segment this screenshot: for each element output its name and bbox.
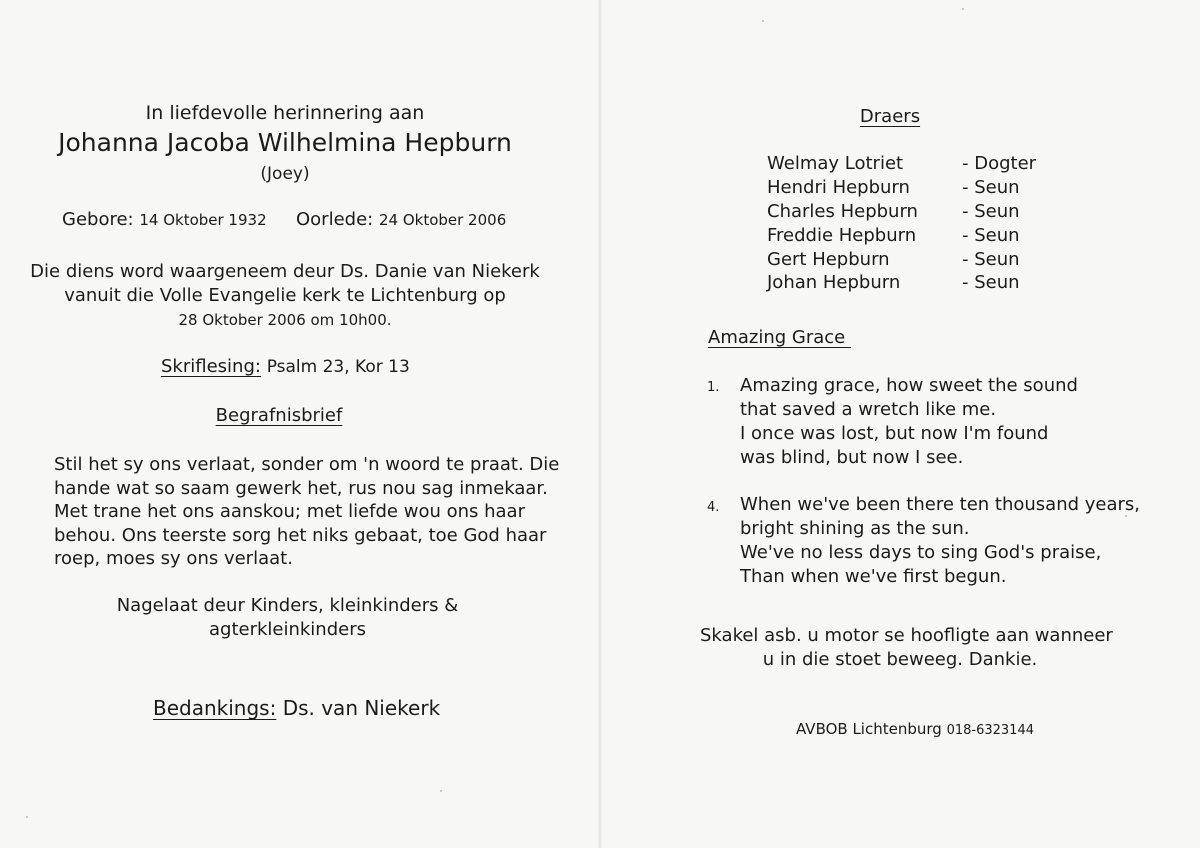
bearer-relation: - Seun [962,201,1020,222]
bearer-name: Freddie Hepburn [767,225,917,246]
paper-speck [762,20,764,22]
letter-heading: Begrafnisbrief [215,405,343,426]
born-label: Gebore: [62,209,134,230]
thanks-label: Bedankings: [153,696,277,720]
footer-contact [796,720,1034,738]
survivors-line: agterkleinkinders [208,619,366,640]
verse-lines [740,493,1140,589]
died-line [296,209,506,230]
bearer-name: Welmay Lotriet [767,153,904,174]
service-line: 28 Oktober 2006 om 10h00. [178,311,392,329]
bearer-relation: - Dogter [962,153,1037,174]
bearer-name: Johan Hepburn [767,272,901,293]
died-label: Oorlede: [296,209,374,230]
verse-line: We've no less days to sing God's praise, [740,542,1102,563]
bearer-relation: - Seun [962,225,1020,246]
died-date: 24 Oktober 2006 [378,211,507,229]
verse-number: 1. [707,380,720,395]
footer-name: AVBOB Lichtenburg [796,720,942,738]
paper-speck [440,790,442,792]
bearer-name: Charles Hepburn [767,201,918,222]
deceased-name: Johanna Jacoba Wilhelmina Hepburn [58,128,512,157]
memory-intro: In liefdevolle herinnering aan [145,102,425,124]
bearer-relation: - Seun [962,249,1020,270]
letter-line: Met trane het ons aanskou; met liefde wou ons haar [54,501,525,522]
born-line [62,209,267,230]
verse-line: that saved a wretch like me. [740,399,997,420]
letter-line: hande wat so saam gewerk het, rus nou sag inmekaar. [54,477,548,499]
right-page [600,0,1200,848]
paper-speck [1125,515,1127,517]
reading-label: Skriflesing: [161,356,261,377]
service-line: Die diens word waargeneem deur Ds. Danie van Niekerk [30,261,540,282]
survivors [0,594,575,642]
verse-line: bright shining as the sun. [740,518,970,539]
letter-line: Stil het sy ons verlaat, sonder om 'n woord te praat. Die [54,454,560,475]
bearer-name: Gert Hepburn [767,249,890,270]
letter-line: behou. Ons teerste sorg het niks gebaat, toe God haar [54,524,547,546]
bearers-heading: Draers [859,106,921,127]
service-line: vanuit die Volle Evangelie kerk te Lichtenburg op [64,285,506,306]
verse-line: Amazing grace, how sweet the sound [740,375,1078,396]
verse-line: was blind, but now I see. [740,447,964,468]
paper-speck [26,816,28,818]
verse-line: When we've been there ten thousand years, [740,494,1141,515]
thanks-line [153,696,440,720]
bearer-relation: - Seun [962,177,1020,198]
verse-line: I once was lost, but now I'm found [740,423,1049,444]
letter-body [54,453,559,571]
survivors-line: Nagelaat deur Kinders, kleinkinders & [116,595,459,616]
notice-line: u in die stoet beweeg. Dankie. [762,649,1038,670]
verse-lines [740,374,1078,470]
reading-value: Psalm 23, Kor 13 [266,357,410,377]
hymn-title: Amazing Grace [708,327,851,348]
notice-line: Skakel asb. u motor se hoofligte aan wanneer [700,625,1113,646]
bearer-name: Hendri Hepburn [767,177,910,198]
scripture-reading [161,356,410,377]
born-date: 14 Oktober 1932 [139,211,267,229]
letter-line: roep, moes sy ons verlaat. [54,548,293,569]
service-info [0,260,570,332]
verse-number: 4. [707,500,720,515]
paper-speck [962,8,964,10]
thanks-value: Ds. van Niekerk [282,696,441,720]
verse-line: Than when we've first begun. [740,566,1007,587]
headlights-notice [700,624,1113,672]
footer-phone: 018-6323144 [946,723,1034,738]
bearer-relation: - Seun [962,272,1020,293]
deceased-nickname: (Joey) [260,164,310,184]
